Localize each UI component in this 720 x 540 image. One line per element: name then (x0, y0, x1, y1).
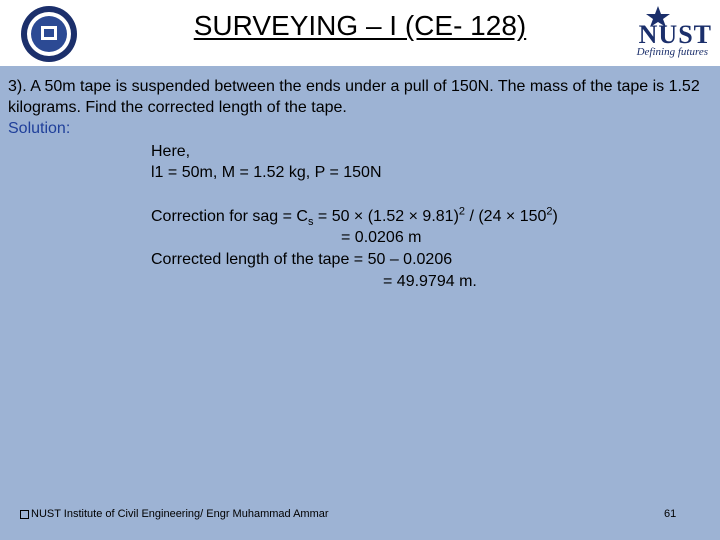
nust-brand-text: NUST (638, 20, 712, 49)
corrected-length-line: Corrected length of the tape = 50 – 0.0206 (151, 251, 453, 268)
sag-result: = 0.0206 m (341, 229, 422, 246)
slide-title: SURVEYING – I (CE- 128) (193, 10, 527, 41)
problem-text: 3). A 50m tape is suspended between the ends under a pull of 150N. The mass of the tape is 1.52 kilograms. Find the corrected length of the tape. (8, 78, 700, 116)
sag-exponent-1: 2 (458, 205, 466, 218)
slide-header (0, 0, 720, 66)
sag-correction-line (151, 205, 558, 229)
nust-tagline: Defining futures (636, 46, 708, 58)
sag-end: ) (552, 208, 558, 225)
page-number: 61 (664, 508, 677, 520)
sag-exponent-2: 2 (546, 205, 553, 218)
problem-statement (8, 76, 712, 139)
corrected-length-result: = 49.9794 m. (383, 273, 477, 290)
sag-subscript: s (307, 216, 314, 229)
sag-mid2: / (24 × 150 (465, 208, 547, 225)
givens-line: l1 = 50m, M = 1.52 kg, P = 150N (151, 164, 382, 181)
footer-credit (20, 508, 329, 520)
footer-credit-text: NUST Institute of Civil Engineering/ Engr Muhammad Ammar (31, 508, 329, 520)
checkbox-bullet-icon (20, 510, 29, 519)
here-label: Here, (151, 143, 191, 160)
solution-label: Solution: (8, 120, 71, 137)
sag-mid: = 50 × (1.52 × 9.81) (313, 208, 459, 225)
sag-prefix: Correction for sag = C (151, 208, 308, 225)
